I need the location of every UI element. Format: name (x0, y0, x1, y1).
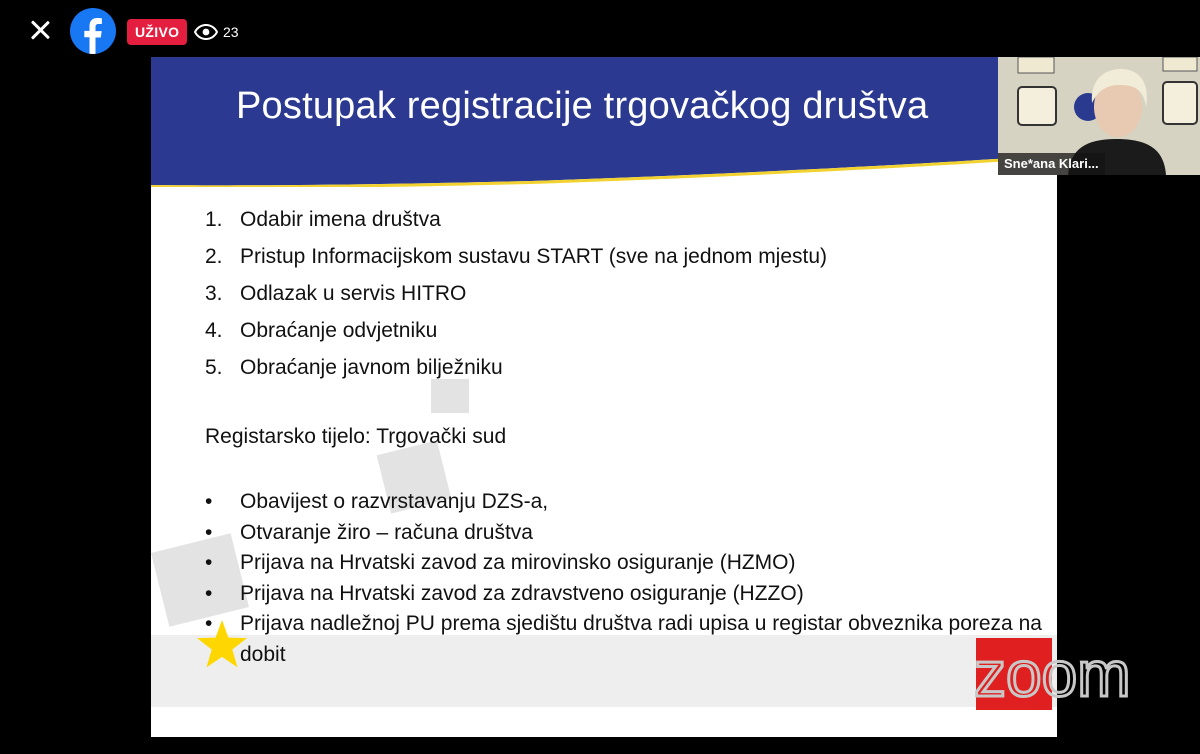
list-item: • Prijava na Hrvatski zavod za mirovinsko osiguranje (HZMO) (205, 548, 1045, 579)
close-icon[interactable] (26, 16, 54, 44)
presentation-slide (151, 57, 1057, 737)
speaker-video-thumbnail[interactable] (998, 57, 1200, 175)
live-stream-topbar (0, 0, 1200, 60)
eye-icon (194, 24, 218, 40)
list-item: • Prijava na Hrvatski zavod za zdravstveno osiguranje (HZZO) (205, 579, 1045, 610)
list-item: • Prijava nadležnoj PU prema sjedištu društva radi upisa u registar obveznika poreza na dobit (205, 609, 1045, 670)
list-item: 2. Pristup Informacijskom sustavu START (sve na jednom mjestu) (205, 245, 828, 268)
star-icon (196, 619, 248, 671)
list-item: • Obavijest o razvrstavanju DZS-a, (205, 487, 1045, 518)
list-item: 1. Odabir imena društva (205, 208, 441, 231)
viewer-count-number: 23 (223, 24, 239, 40)
slide-title: Postupak registracije trgovačkog društva (236, 85, 929, 127)
speaker-name-label: Sne*ana Klari... (998, 153, 1105, 175)
list-item: 3. Odlazak u servis HITRO (205, 282, 467, 305)
zoom-watermark (972, 636, 1162, 712)
zoom-watermark-text: zoom (974, 638, 1131, 710)
list-item: • Otvaranje žiro – računa društva (205, 518, 1045, 549)
follow-up-tasks-list (205, 487, 1045, 670)
slide-body (151, 187, 1057, 737)
registration-steps-list (205, 201, 827, 386)
list-item: 4. Obraćanje odvjetniku (205, 319, 438, 342)
facebook-logo-icon[interactable] (70, 8, 116, 54)
slide-header (151, 57, 1057, 187)
list-item: 5. Obraćanje javnom bilježniku (205, 356, 503, 379)
registration-body-text: Registarsko tijelo: Trgovački sud (205, 425, 507, 448)
viewer-count (194, 20, 239, 44)
live-badge: UŽIVO (127, 19, 187, 45)
